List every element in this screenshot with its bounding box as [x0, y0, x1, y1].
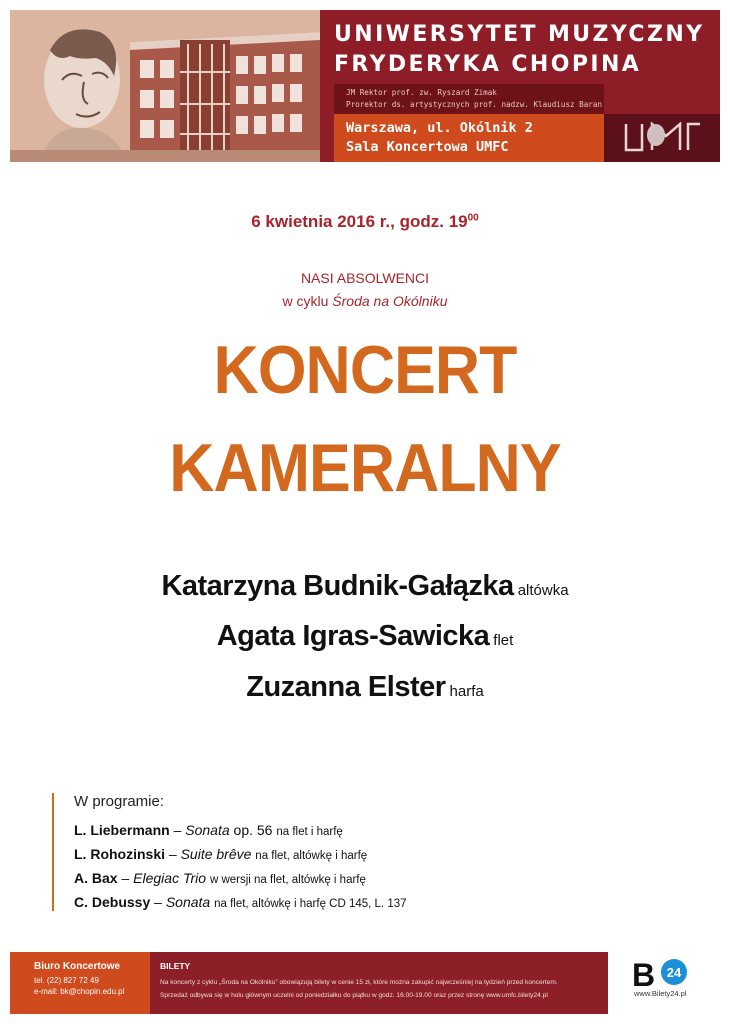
svg-text:B: B [632, 957, 656, 993]
concert-title-line2: KAMERALNY [169, 430, 561, 506]
performer-instrument: flet [493, 632, 514, 649]
program-composer: A. Bax [74, 870, 118, 886]
performer-name: Zuzanna Elster [246, 671, 446, 703]
concert-title-line1: KONCERT [213, 332, 517, 408]
header-banner [10, 10, 720, 162]
event-time-minutes: 00 [467, 212, 479, 224]
performer-instrument: harfa [449, 683, 484, 700]
program-work: Suite brêve [180, 846, 252, 862]
office-email[interactable]: e-mail: bk@chopin.edu.pl [34, 987, 125, 996]
series-cycle [0, 293, 730, 309]
program-work: Sonata [185, 822, 230, 838]
tickets-info-line2: Sprzedaż odbywa się w holu głównym uczelni od poniedziałku do piątku w godz. 16.00-19.00 oraz przez stronę www.umfc.bilety24.pl [160, 992, 548, 999]
program-heading: W programie: [74, 793, 165, 810]
prorector-line: Prorektor ds. artystycznych prof. nadzw. Klaudiusz Baran [346, 100, 603, 109]
program-details: w wersji na flet, altówkę i harfę [209, 874, 366, 886]
tickets-box [150, 952, 608, 1014]
program-composer: L. Rohozinski [74, 846, 165, 862]
umfc-logo-box [604, 114, 720, 162]
series-label: NASI ABSOLWENCI [300, 270, 430, 286]
header-title-panel [320, 10, 720, 162]
program-item [74, 822, 343, 838]
address-line1: Warszawa, ul. Okólnik 2 [346, 120, 533, 136]
tickets-title: BILETY [160, 961, 191, 971]
bilety24-logo-icon [632, 956, 696, 1006]
program-opus: op. 56 [229, 822, 277, 838]
address-line2: Sala Koncertowa UMFC [346, 139, 509, 155]
series-name: Środa na Okólniku [332, 293, 448, 309]
event-date [0, 212, 730, 232]
program-composer: L. Liebermann [74, 822, 170, 838]
office-title: Biuro Koncertowe [34, 961, 121, 972]
program-details: na flet i harfę [276, 826, 343, 838]
program-item [74, 846, 367, 862]
program-dash: – [165, 846, 181, 862]
office-phone: tel. (22) 827 72 49 [34, 976, 99, 985]
tickets-info-line1: Na koncerty z cyklu „Środa na Okólniku” obowiązują bilety w cenie 15 zł, które można zakupić najwcześniej na tydzień przed koncertem. [160, 979, 558, 986]
performer-instrument: altówka [517, 582, 569, 599]
bilety24-url[interactable]: www.Bilety24.pl [634, 989, 687, 998]
program-dash: – [169, 822, 186, 838]
program-work: Sonata [165, 894, 211, 910]
umfc-logo-icon [622, 122, 702, 154]
svg-text:24: 24 [666, 965, 682, 980]
series-prefix: w cyklu [282, 293, 333, 309]
event-date-text: 6 kwietnia 2016 r., godz. 19 [251, 212, 468, 231]
rector-line: JM Rektor prof. zw. Ryszard Zimak [346, 88, 497, 97]
university-name [334, 20, 714, 80]
university-name-line1: UNIWERSYTET MUZYCZNY [334, 22, 705, 47]
program-item [74, 894, 407, 910]
header-photo-chopin-building [10, 10, 320, 162]
performer-name: Katarzyna Budnik-Gałązka [161, 570, 514, 602]
performer-row [0, 620, 730, 653]
program-dash: – [150, 894, 166, 910]
program-details: na flet, altówkę i harfę CD 145, L. 137 [214, 898, 407, 910]
officials-box [334, 84, 604, 114]
performer-row [0, 570, 730, 603]
program-work: Elegiac Trio [133, 870, 207, 886]
concert-office-box [10, 952, 150, 1014]
building-illustration [10, 10, 320, 162]
program-item [74, 870, 366, 886]
program-accent-bar [52, 793, 54, 911]
program-details: na flet, altówkę i harfę [255, 850, 368, 862]
university-name-line2: FRYDERYKA CHOPINA [334, 52, 642, 77]
program-composer: C. Debussy [74, 894, 151, 910]
performer-name: Agata Igras-Sawicka [216, 620, 490, 652]
performer-row [0, 671, 730, 704]
program-dash: – [117, 870, 134, 886]
address-box [334, 114, 604, 162]
